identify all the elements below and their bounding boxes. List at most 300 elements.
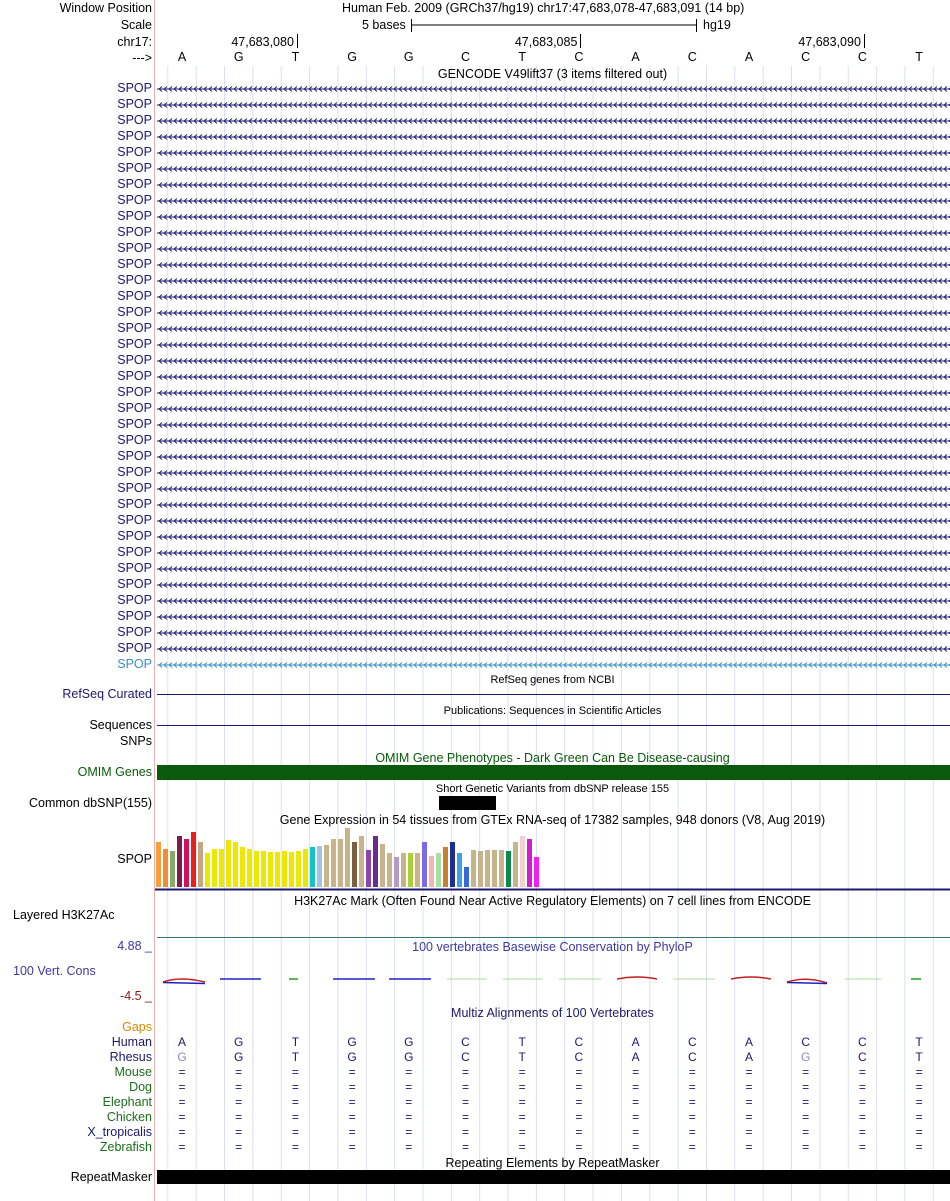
gencode-gene-label[interactable]: SPOP bbox=[117, 657, 152, 671]
alignment-base: = bbox=[575, 1110, 583, 1124]
gencode-gene-label[interactable]: SPOP bbox=[117, 113, 152, 127]
alignment-base: = bbox=[688, 1065, 696, 1079]
alignment-base: A bbox=[631, 1050, 640, 1064]
gencode-gene-label[interactable]: SPOP bbox=[117, 209, 152, 223]
publications-title: Publications: Sequences in Scientific Articles bbox=[443, 705, 662, 717]
gencode-gene-label[interactable]: SPOP bbox=[117, 81, 152, 95]
alignment-base: = bbox=[688, 1080, 696, 1094]
gtex-tissue-bar bbox=[338, 839, 343, 887]
base-letter: A bbox=[177, 50, 187, 64]
alignment-base: = bbox=[688, 1140, 696, 1154]
alignment-base: = bbox=[291, 1065, 299, 1079]
alignment-base: = bbox=[632, 1110, 640, 1124]
gencode-gene-label[interactable]: SPOP bbox=[117, 561, 152, 575]
gencode-transcript[interactable] bbox=[155, 292, 950, 302]
alignment-base: = bbox=[688, 1095, 696, 1109]
gencode-transcript[interactable] bbox=[155, 148, 950, 158]
gtex-bar-chart[interactable] bbox=[155, 826, 950, 892]
gencode-transcript[interactable] bbox=[155, 116, 950, 126]
gtex-tissue-bar bbox=[499, 850, 504, 887]
h3k27ac-baseline bbox=[157, 937, 950, 938]
gtex-tissue-bar bbox=[282, 851, 287, 887]
gencode-gene-label[interactable]: SPOP bbox=[117, 497, 152, 511]
gtex-tissue-bar bbox=[310, 847, 315, 887]
alignment-base: T bbox=[915, 1035, 923, 1049]
alignment-base: = bbox=[802, 1080, 810, 1094]
gtex-tissue-bar bbox=[352, 842, 357, 887]
alignment-base: G bbox=[404, 1050, 414, 1064]
species-label[interactable]: Mouse bbox=[114, 1065, 152, 1079]
ruler-position-label: 47,683,090 bbox=[798, 35, 861, 49]
alignment-base: = bbox=[178, 1125, 186, 1139]
gencode-transcript[interactable] bbox=[155, 452, 950, 462]
window-position-label: Window Position bbox=[59, 1, 152, 15]
alignment-base: T bbox=[291, 1050, 300, 1064]
gencode-transcript[interactable] bbox=[155, 228, 950, 238]
alignment-base: = bbox=[405, 1125, 413, 1139]
alignment-base: C bbox=[687, 1035, 697, 1049]
publications-snps-label[interactable]: SNPs bbox=[120, 734, 152, 748]
gtex-tissue-bar bbox=[317, 846, 322, 887]
gencode-transcript[interactable] bbox=[155, 468, 950, 478]
alignment-base: C bbox=[461, 1035, 470, 1049]
gtex-tissue-bar bbox=[513, 842, 518, 887]
gtex-tissue-bar bbox=[359, 836, 364, 887]
gtex-tissue-bar bbox=[184, 839, 189, 887]
gencode-gene-label[interactable]: SPOP bbox=[117, 353, 152, 367]
alignment-base: = bbox=[915, 1110, 923, 1124]
alignment-base: = bbox=[178, 1110, 186, 1124]
gencode-transcript[interactable] bbox=[155, 244, 950, 254]
gtex-tissue-bar bbox=[373, 836, 378, 887]
alignment-base: = bbox=[178, 1065, 186, 1079]
alignment-base: = bbox=[291, 1110, 299, 1124]
gtex-tissue-bar bbox=[520, 836, 525, 887]
alignment-base: = bbox=[348, 1065, 356, 1079]
alignment-base: G bbox=[177, 1050, 187, 1064]
base-letter: A bbox=[631, 50, 640, 64]
gencode-transcript[interactable] bbox=[155, 132, 950, 142]
gencode-gene-label[interactable]: SPOP bbox=[117, 545, 152, 559]
gtex-tissue-bar bbox=[471, 850, 476, 887]
alignment-base: = bbox=[235, 1080, 243, 1094]
gaps-label: Gaps bbox=[122, 1020, 152, 1034]
publications-sequences-label[interactable]: Sequences bbox=[89, 718, 152, 732]
alignment-base: = bbox=[461, 1140, 469, 1154]
base-letter: C bbox=[460, 50, 471, 64]
alignment-base: = bbox=[461, 1080, 469, 1094]
gtex-tissue-bar bbox=[408, 853, 413, 887]
gencode-gene-label[interactable]: SPOP bbox=[117, 305, 152, 319]
gencode-gene-label[interactable]: SPOP bbox=[117, 641, 152, 655]
gtex-tissue-bar bbox=[226, 840, 231, 887]
alignment-base: T bbox=[518, 1050, 526, 1064]
gencode-transcript[interactable] bbox=[155, 580, 950, 590]
gencode-transcript[interactable] bbox=[155, 564, 950, 574]
gencode-title: GENCODE V49lift37 (3 items filtered out) bbox=[437, 67, 668, 81]
alignment-base: = bbox=[688, 1125, 696, 1139]
species-label[interactable]: Dog bbox=[129, 1080, 152, 1094]
gencode-transcript[interactable] bbox=[155, 308, 950, 318]
alignment-base: = bbox=[235, 1095, 243, 1109]
ruler-tick bbox=[297, 34, 298, 48]
base-letter: G bbox=[403, 50, 414, 64]
phylop-label[interactable]: 100 Vert. Cons bbox=[13, 964, 96, 978]
gencode-gene-label[interactable]: SPOP bbox=[117, 625, 152, 639]
repeatmasker-label[interactable]: RepeatMasker bbox=[70, 1170, 152, 1184]
alignment-base: = bbox=[915, 1065, 923, 1079]
gencode-transcript[interactable] bbox=[155, 644, 950, 654]
omim-feature[interactable] bbox=[157, 765, 950, 780]
dbsnp-label[interactable]: Common dbSNP(155) bbox=[29, 796, 152, 810]
alignment-base: C bbox=[858, 1035, 867, 1049]
gtex-tissue-bar bbox=[268, 852, 273, 887]
alignment-base: = bbox=[858, 1110, 866, 1124]
base-letter: T bbox=[915, 50, 923, 64]
gencode-gene-label[interactable]: SPOP bbox=[117, 145, 152, 159]
alignment-base: = bbox=[575, 1140, 583, 1154]
alignment-base: T bbox=[915, 1050, 923, 1064]
alignment-base: = bbox=[802, 1125, 810, 1139]
gencode-gene-label[interactable]: SPOP bbox=[117, 465, 152, 479]
base-letter: A bbox=[744, 50, 754, 64]
gencode-transcript[interactable] bbox=[155, 196, 950, 206]
alignment-base: = bbox=[632, 1095, 640, 1109]
omim-title: OMIM Gene Phenotypes - Dark Green Can Be Disease-causing bbox=[375, 751, 730, 765]
phylop-wiggle bbox=[155, 970, 950, 990]
gencode-gene-label[interactable]: SPOP bbox=[117, 129, 152, 143]
gencode-gene-label[interactable]: SPOP bbox=[117, 321, 152, 335]
gtex-tissue-bar bbox=[296, 851, 301, 887]
alignment-base: = bbox=[688, 1110, 696, 1124]
gtex-tissue-bar bbox=[387, 853, 392, 887]
gencode-gene-label[interactable]: SPOP bbox=[117, 225, 152, 239]
alignment-base: = bbox=[802, 1065, 810, 1079]
gencode-gene-label[interactable]: SPOP bbox=[117, 161, 152, 175]
gencode-transcript[interactable] bbox=[155, 660, 950, 670]
alignment-base: A bbox=[177, 1035, 186, 1049]
alignment-base: = bbox=[745, 1140, 753, 1154]
gencode-gene-label[interactable]: SPOP bbox=[117, 241, 152, 255]
gencode-transcript[interactable] bbox=[155, 532, 950, 542]
alignment-base: G bbox=[234, 1035, 244, 1049]
gencode-transcript[interactable] bbox=[155, 164, 950, 174]
gencode-transcript[interactable] bbox=[155, 84, 950, 94]
gtex-tissue-bar bbox=[205, 853, 210, 887]
gencode-gene-label[interactable]: SPOP bbox=[117, 385, 152, 399]
alignment-base: = bbox=[575, 1065, 583, 1079]
alignment-base: = bbox=[632, 1080, 640, 1094]
alignment-base: = bbox=[745, 1095, 753, 1109]
gtex-tissue-bar bbox=[485, 850, 490, 887]
alignment-base: = bbox=[858, 1125, 866, 1139]
gtex-tissue-bar bbox=[478, 851, 483, 887]
base-letter: C bbox=[801, 50, 811, 64]
gtex-tissue-bar bbox=[380, 844, 385, 887]
strand-label: ---> bbox=[132, 51, 152, 65]
gencode-transcript[interactable] bbox=[155, 484, 950, 494]
alignment-base: A bbox=[631, 1035, 640, 1049]
repeatmasker-feature[interactable] bbox=[157, 1170, 950, 1184]
gencode-transcript[interactable] bbox=[155, 212, 950, 222]
base-letter: G bbox=[347, 50, 357, 64]
alignment-base: = bbox=[348, 1095, 356, 1109]
gtex-tissue-bar bbox=[261, 851, 266, 887]
gencode-gene-label[interactable]: SPOP bbox=[117, 97, 152, 111]
species-label[interactable]: X_tropicalis bbox=[87, 1125, 152, 1139]
gencode-transcript[interactable] bbox=[155, 596, 950, 606]
alignment-base: C bbox=[687, 1050, 697, 1064]
repeatmasker-title: Repeating Elements by RepeatMasker bbox=[445, 1156, 660, 1170]
gtex-tissue-bar bbox=[324, 845, 329, 887]
refseq-feature[interactable] bbox=[157, 694, 950, 695]
species-label[interactable]: Zebrafish bbox=[99, 1140, 152, 1154]
alignment-base: = bbox=[802, 1110, 810, 1124]
gtex-tissue-bar bbox=[233, 842, 238, 887]
alignment-base: = bbox=[802, 1140, 810, 1154]
alignment-base: = bbox=[518, 1140, 526, 1154]
alignment-base: = bbox=[915, 1095, 923, 1109]
alignment-base: = bbox=[405, 1110, 413, 1124]
gtex-tissue-bar bbox=[289, 852, 294, 887]
gencode-transcript[interactable] bbox=[155, 340, 950, 350]
gencode-gene-label[interactable]: SPOP bbox=[117, 273, 152, 287]
alignment-base: C bbox=[461, 1050, 470, 1064]
alignment-base: G bbox=[234, 1050, 244, 1064]
gtex-tissue-bar bbox=[506, 851, 511, 887]
gencode-transcript[interactable] bbox=[155, 628, 950, 638]
phylop-title: 100 vertebrates Basewise Conservation by PhyloP bbox=[412, 940, 693, 954]
alignment-base: = bbox=[291, 1140, 299, 1154]
alignment-base: = bbox=[461, 1095, 469, 1109]
gencode-transcript[interactable] bbox=[155, 420, 950, 430]
species-label[interactable]: Human bbox=[111, 1035, 152, 1049]
gtex-tissue-bar bbox=[394, 857, 399, 887]
ruler-tick bbox=[864, 34, 865, 48]
alignment-base: = bbox=[291, 1095, 299, 1109]
species-label[interactable]: Chicken bbox=[106, 1110, 152, 1124]
gtex-tissue-bar bbox=[464, 867, 469, 887]
gencode-transcript[interactable] bbox=[155, 260, 950, 270]
gtex-title: Gene Expression in 54 tissues from GTEx RNA-seq of 17382 samples, 948 donors (V8, Aug 2019) bbox=[279, 813, 826, 827]
publications-feature[interactable] bbox=[157, 725, 950, 726]
gtex-label[interactable]: SPOP bbox=[117, 852, 152, 866]
gencode-gene-label[interactable]: SPOP bbox=[117, 593, 152, 607]
refseq-title: RefSeq genes from NCBI bbox=[490, 674, 615, 686]
alignment-base: = bbox=[518, 1110, 526, 1124]
gencode-transcript[interactable] bbox=[155, 500, 950, 510]
gtex-tissue-bar bbox=[415, 853, 420, 887]
alignment-base: = bbox=[915, 1140, 923, 1154]
ruler-tick bbox=[580, 34, 581, 48]
gencode-gene-label[interactable]: SPOP bbox=[117, 289, 152, 303]
gencode-transcript[interactable] bbox=[155, 324, 950, 334]
alignment-base: = bbox=[858, 1080, 866, 1094]
alignment-base: = bbox=[518, 1065, 526, 1079]
gencode-gene-label[interactable]: SPOP bbox=[117, 513, 152, 527]
alignment-base: = bbox=[575, 1080, 583, 1094]
alignment-base: = bbox=[348, 1110, 356, 1124]
alignment-base: = bbox=[405, 1140, 413, 1154]
gtex-tissue-bar bbox=[156, 842, 161, 887]
gtex-tissue-bar bbox=[198, 842, 203, 887]
gtex-tissue-bar bbox=[401, 853, 406, 887]
alignment-base: = bbox=[178, 1140, 186, 1154]
alignment-base: A bbox=[744, 1035, 753, 1049]
base-letter: C bbox=[687, 50, 697, 64]
alignment-base: G bbox=[347, 1035, 357, 1049]
chrom-label: chr17: bbox=[117, 35, 152, 49]
ruler-position-label: 47,683,085 bbox=[514, 35, 578, 49]
alignment-base: = bbox=[405, 1080, 413, 1094]
gencode-transcript[interactable] bbox=[155, 516, 950, 526]
gencode-gene-label[interactable]: SPOP bbox=[117, 529, 152, 543]
gencode-gene-label[interactable]: SPOP bbox=[117, 401, 152, 415]
scale-db: hg19 bbox=[703, 18, 731, 32]
species-label[interactable]: Elephant bbox=[102, 1095, 152, 1109]
multiz-title: Multiz Alignments of 100 Vertebrates bbox=[451, 1006, 654, 1020]
base-letter: T bbox=[291, 50, 300, 64]
gtex-tissue-bar bbox=[429, 856, 434, 887]
alignment-base: = bbox=[178, 1080, 186, 1094]
gencode-transcript[interactable] bbox=[155, 404, 950, 414]
h3k27ac-label[interactable]: Layered H3K27Ac bbox=[13, 908, 115, 922]
alignment-base: = bbox=[745, 1110, 753, 1124]
phylop-max-label: 4.88 _ bbox=[117, 939, 152, 953]
alignment-base: = bbox=[235, 1140, 243, 1154]
gencode-gene-label[interactable]: SPOP bbox=[117, 193, 152, 207]
alignment-base: = bbox=[178, 1095, 186, 1109]
gtex-tissue-bar bbox=[275, 852, 280, 887]
gtex-tissue-bar bbox=[366, 850, 371, 887]
gtex-tissue-bar bbox=[247, 849, 252, 887]
species-label[interactable]: Rhesus bbox=[109, 1050, 152, 1064]
base-letter: G bbox=[233, 50, 244, 64]
alignment-base: = bbox=[575, 1125, 583, 1139]
gtex-tissue-bar bbox=[450, 842, 455, 887]
gencode-transcript[interactable] bbox=[155, 356, 950, 366]
gencode-transcript[interactable] bbox=[155, 276, 950, 286]
gencode-transcript[interactable] bbox=[155, 548, 950, 558]
gencode-transcript[interactable] bbox=[155, 180, 950, 190]
scale-text: 5 bases bbox=[362, 18, 406, 32]
alignment-base: G bbox=[347, 1050, 357, 1064]
gencode-gene-label[interactable]: SPOP bbox=[117, 337, 152, 351]
gtex-tissue-bar bbox=[422, 842, 427, 887]
alignment-base: = bbox=[348, 1080, 356, 1094]
alignment-base: = bbox=[632, 1125, 640, 1139]
alignment-base: T bbox=[291, 1035, 300, 1049]
alignment-base: A bbox=[744, 1050, 753, 1064]
base-letter: T bbox=[518, 50, 526, 64]
phylop-min-label: -4.5 _ bbox=[120, 989, 152, 1003]
gencode-gene-label[interactable]: SPOP bbox=[117, 577, 152, 591]
h3k27ac-title: H3K27Ac Mark (Often Found Near Active Regulatory Elements) on 7 cell lines from ENCODE bbox=[294, 894, 811, 908]
scale-label: Scale bbox=[120, 18, 152, 32]
dbsnp-title: Short Genetic Variants from dbSNP release 155 bbox=[435, 783, 670, 795]
alignment-base: = bbox=[291, 1080, 299, 1094]
gencode-gene-label[interactable]: SPOP bbox=[117, 449, 152, 463]
alignment-base: = bbox=[461, 1110, 469, 1124]
refseq-label[interactable]: RefSeq Curated bbox=[62, 687, 152, 701]
gencode-transcript[interactable] bbox=[155, 100, 950, 110]
gencode-transcript[interactable] bbox=[155, 372, 950, 382]
gtex-tissue-bar bbox=[443, 847, 448, 887]
alignment-base: = bbox=[745, 1125, 753, 1139]
alignment-base: = bbox=[632, 1065, 640, 1079]
alignment-base: C bbox=[574, 1035, 584, 1049]
alignment-base: G bbox=[801, 1050, 811, 1064]
assembly-position-text: Human Feb. 2009 (GRCh37/hg19) chr17:47,683,078-47,683,091 (14 bp) bbox=[342, 1, 745, 15]
ruler-position-label: 47,683,080 bbox=[231, 35, 294, 49]
gencode-gene-label[interactable]: SPOP bbox=[117, 257, 152, 271]
dbsnp-variant[interactable] bbox=[439, 796, 496, 810]
alignment-base: C bbox=[574, 1050, 584, 1064]
gtex-tissue-bar bbox=[170, 851, 175, 887]
gencode-gene-label[interactable]: SPOP bbox=[117, 177, 152, 191]
alignment-base: = bbox=[915, 1125, 923, 1139]
alignment-base: = bbox=[461, 1125, 469, 1139]
base-letter: C bbox=[574, 50, 584, 64]
omim-label[interactable]: OMIM Genes bbox=[77, 765, 152, 779]
gtex-tissue-bar bbox=[254, 851, 259, 887]
gtex-tissue-bar bbox=[303, 849, 308, 887]
alignment-base: = bbox=[405, 1065, 413, 1079]
alignment-base: = bbox=[632, 1140, 640, 1154]
gtex-tissue-bar bbox=[457, 853, 462, 887]
base-letter: C bbox=[857, 50, 867, 64]
alignment-base: = bbox=[461, 1065, 469, 1079]
alignment-base: = bbox=[235, 1125, 243, 1139]
alignment-base: = bbox=[235, 1065, 243, 1079]
alignment-base: = bbox=[291, 1125, 299, 1139]
alignment-base: = bbox=[405, 1095, 413, 1109]
gencode-gene-label[interactable]: SPOP bbox=[117, 369, 152, 383]
alignment-base: = bbox=[348, 1125, 356, 1139]
gtex-tissue-bar bbox=[240, 847, 245, 887]
gtex-tissue-bar bbox=[177, 836, 182, 887]
alignment-base: = bbox=[348, 1140, 356, 1154]
alignment-base: = bbox=[915, 1080, 923, 1094]
gencode-gene-label[interactable]: SPOP bbox=[117, 417, 152, 431]
alignment-base: = bbox=[802, 1095, 810, 1109]
genome-browser-image[interactable] bbox=[155, 0, 950, 1201]
alignment-base: = bbox=[858, 1095, 866, 1109]
alignment-base: = bbox=[745, 1065, 753, 1079]
gtex-tissue-bar bbox=[527, 839, 532, 887]
gencode-transcript[interactable] bbox=[155, 436, 950, 446]
gtex-tissue-bar bbox=[331, 839, 336, 887]
alignment-base: G bbox=[404, 1035, 414, 1049]
alignment-base: C bbox=[858, 1050, 867, 1064]
alignment-base: = bbox=[858, 1065, 866, 1079]
gencode-transcript[interactable] bbox=[155, 388, 950, 398]
scale-bar bbox=[411, 17, 697, 33]
alignment-base: = bbox=[518, 1125, 526, 1139]
gtex-tissue-bar bbox=[191, 832, 196, 887]
gtex-tissue-bar bbox=[219, 849, 224, 887]
gtex-tissue-bar bbox=[534, 857, 539, 887]
gtex-tissue-bar bbox=[492, 850, 497, 887]
gencode-gene-label[interactable]: SPOP bbox=[117, 609, 152, 623]
track-labels-panel bbox=[0, 0, 155, 1201]
gencode-gene-label[interactable]: SPOP bbox=[117, 481, 152, 495]
gencode-transcript[interactable] bbox=[155, 612, 950, 622]
gencode-gene-label[interactable]: SPOP bbox=[117, 433, 152, 447]
alignment-base: = bbox=[575, 1095, 583, 1109]
alignment-base: = bbox=[858, 1140, 866, 1154]
gtex-tissue-bar bbox=[436, 853, 441, 887]
